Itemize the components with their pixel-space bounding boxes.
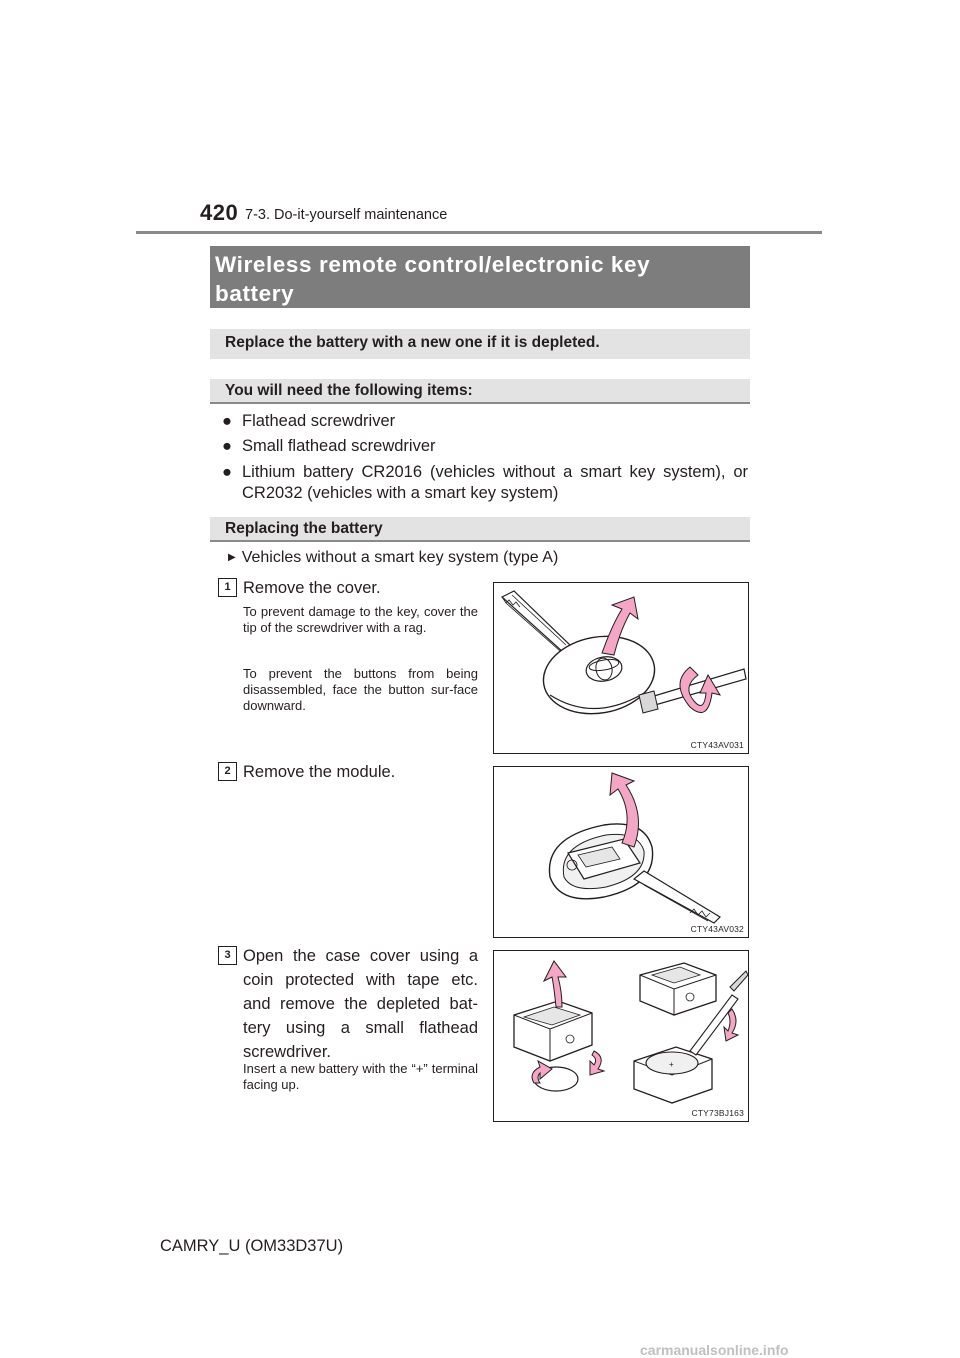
svg-text:+: + <box>669 1060 674 1069</box>
page-title <box>210 246 750 308</box>
figure-remove-module <box>493 766 749 938</box>
bullet-dot-icon: ● <box>222 437 232 455</box>
header-rule <box>136 231 822 234</box>
step-3-text-line: screwdriver. <box>243 1043 332 1061</box>
step-number-badge: 1 <box>218 578 237 597</box>
step-number-badge: 2 <box>218 762 237 781</box>
list-item <box>222 434 436 458</box>
list-item <box>222 460 748 484</box>
step-2-text: Remove the module. <box>243 763 396 781</box>
page-title-line-2: battery <box>215 281 295 306</box>
footer-model-code: CAMRY_U (OM33D37U) <box>160 1237 344 1255</box>
page-number: 420 <box>200 200 239 225</box>
list-item-text: Flathead screwdriver <box>242 412 396 430</box>
vehicle-type-subheading <box>228 549 558 567</box>
step-1-note-1: To prevent damage to the key, cover the tip of the screwdriver with a rag. <box>243 604 478 635</box>
section-path: 7-3. Do-it-yourself maintenance <box>245 207 448 223</box>
figure-replace-battery <box>493 950 749 1122</box>
step-3-text-line: and remove the depleted bat- <box>243 995 478 1013</box>
triangle-bullet-icon: ▶ <box>228 552 236 563</box>
step-1-note-2: To prevent the buttons from being disassembled, face the button sur-face downward. <box>243 666 478 713</box>
figure-code: CTY43AV032 <box>690 924 744 934</box>
page-title-line-1: Wireless remote control/electronic key <box>215 252 651 277</box>
figure-code: CTY43AV031 <box>690 740 744 750</box>
intro-bar: Replace the battery with a new one if it is depleted. <box>210 329 750 359</box>
battery-replacement-illustration <box>494 951 750 1123</box>
bullet-dot-icon: ● <box>222 463 232 481</box>
step-3-text-line: tery using a small flathead <box>243 1019 478 1037</box>
key-module-illustration <box>494 767 750 939</box>
list-item-text: Lithium battery CR2016 (vehicles without a smart key system), or <box>242 463 748 481</box>
bullet-dot-icon: ● <box>222 412 232 430</box>
step-3-text <box>243 944 478 1064</box>
step-3-text-line: coin protected with tape etc. <box>243 971 478 989</box>
list-item <box>222 409 395 433</box>
list-item-text: Small flathead screwdriver <box>242 437 436 455</box>
figure-remove-cover <box>493 582 749 754</box>
step-3-text-line: Open the case cover using a <box>243 947 478 965</box>
subheading-text: Vehicles without a smart key system (type A) <box>241 549 559 566</box>
replacing-bar: Replacing the battery <box>210 517 750 542</box>
key-cover-illustration <box>494 583 750 755</box>
items-bar: You will need the following items: <box>210 379 750 404</box>
step-1-text: Remove the cover. <box>243 579 381 597</box>
figure-code: CTY73BJ163 <box>691 1108 744 1118</box>
watermark: carmanualsonline.info <box>640 1342 789 1358</box>
list-item-continuation: CR2032 (vehicles with a smart key system) <box>242 484 559 502</box>
step-number-badge: 3 <box>218 946 237 965</box>
step-3-note: Insert a new battery with the “+” terminal facing up. <box>243 1061 478 1092</box>
